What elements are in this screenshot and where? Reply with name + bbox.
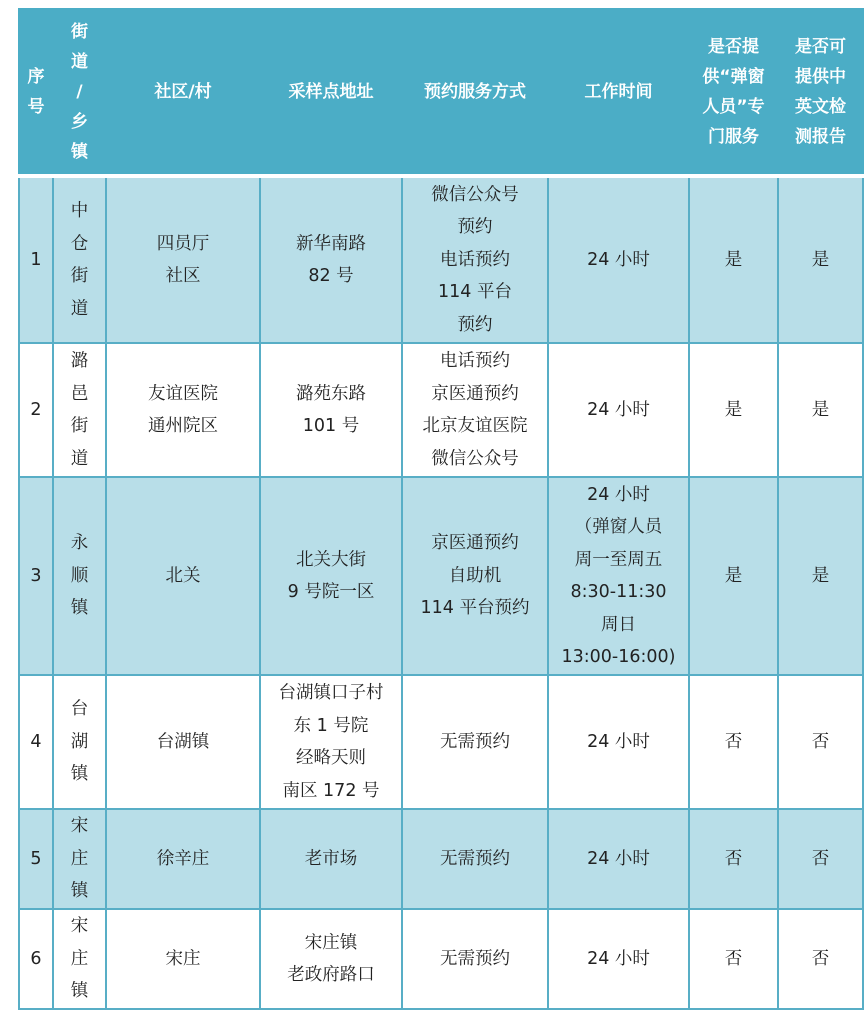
cell-popup-service: 是 (689, 343, 778, 477)
header-address: 采样点地址 (260, 9, 402, 176)
cell-community: 四员厅 社区 (106, 176, 260, 343)
cell-booking-method: 无需预约 (402, 909, 548, 1009)
cell-community: 台湖镇 (106, 675, 260, 809)
cell-popup-service: 否 (689, 909, 778, 1009)
sampling-sites-table (18, 8, 864, 1010)
cell-address: 新华南路 82 号 (260, 176, 402, 343)
cell-booking-method: 无需预约 (402, 675, 548, 809)
table-row (19, 909, 863, 1009)
header-popup-service: 是否提 供“弹窗 人员”专 门服务 (689, 9, 778, 176)
cell-bilingual-report: 是 (778, 343, 863, 477)
table-row (19, 176, 863, 343)
header-bilingual-report: 是否可 提供中 英文检 测报告 (778, 9, 863, 176)
cell-community: 徐辛庄 (106, 809, 260, 909)
cell-index: 1 (19, 176, 53, 343)
cell-working-hours: 24 小时 (548, 675, 689, 809)
cell-street-town: 台 湖 镇 (53, 675, 106, 809)
cell-bilingual-report: 是 (778, 477, 863, 675)
cell-bilingual-report: 是 (778, 176, 863, 343)
cell-index: 5 (19, 809, 53, 909)
cell-working-hours: 24 小时 (548, 176, 689, 343)
cell-address: 潞苑东路 101 号 (260, 343, 402, 477)
cell-popup-service: 否 (689, 675, 778, 809)
cell-working-hours: 24 小时 (548, 809, 689, 909)
cell-popup-service: 否 (689, 809, 778, 909)
cell-popup-service: 是 (689, 176, 778, 343)
cell-address: 台湖镇口子村 东 1 号院 经略天则 南区 172 号 (260, 675, 402, 809)
cell-community: 友谊医院 通州院区 (106, 343, 260, 477)
cell-popup-service: 是 (689, 477, 778, 675)
cell-bilingual-report: 否 (778, 909, 863, 1009)
header-index: 序 号 (19, 9, 53, 176)
header-booking-method: 预约服务方式 (402, 9, 548, 176)
cell-bilingual-report: 否 (778, 809, 863, 909)
cell-booking-method: 无需预约 (402, 809, 548, 909)
cell-booking-method: 微信公众号 预约 电话预约 114 平台 预约 (402, 176, 548, 343)
header-community: 社区/村 (106, 9, 260, 176)
cell-community: 北关 (106, 477, 260, 675)
cell-booking-method: 电话预约 京医通预约 北京友谊医院 微信公众号 (402, 343, 548, 477)
table-row (19, 675, 863, 809)
cell-street-town: 宋 庄 镇 (53, 909, 106, 1009)
cell-bilingual-report: 否 (778, 675, 863, 809)
cell-address: 宋庄镇 老政府路口 (260, 909, 402, 1009)
cell-working-hours: 24 小时 (548, 909, 689, 1009)
cell-index: 4 (19, 675, 53, 809)
cell-community: 宋庄 (106, 909, 260, 1009)
table-row (19, 809, 863, 909)
cell-street-town: 中 仓 街 道 (53, 176, 106, 343)
cell-street-town: 永 顺 镇 (53, 477, 106, 675)
table-row (19, 477, 863, 675)
cell-index: 2 (19, 343, 53, 477)
cell-address: 北关大街 9 号院一区 (260, 477, 402, 675)
cell-working-hours: 24 小时 （弹窗人员 周一至周五 8:30-11:30 周日 13:00-16:00) (548, 477, 689, 675)
table-row (19, 343, 863, 477)
cell-street-town: 宋 庄 镇 (53, 809, 106, 909)
cell-index: 6 (19, 909, 53, 1009)
cell-working-hours: 24 小时 (548, 343, 689, 477)
header-working-hours: 工作时间 (548, 9, 689, 176)
header-street-town: 街 道 / 乡 镇 (53, 9, 106, 176)
table-header-row (19, 9, 863, 176)
cell-booking-method: 京医通预约 自助机 114 平台预约 (402, 477, 548, 675)
cell-index: 3 (19, 477, 53, 675)
cell-address: 老市场 (260, 809, 402, 909)
cell-street-town: 潞 邑 街 道 (53, 343, 106, 477)
